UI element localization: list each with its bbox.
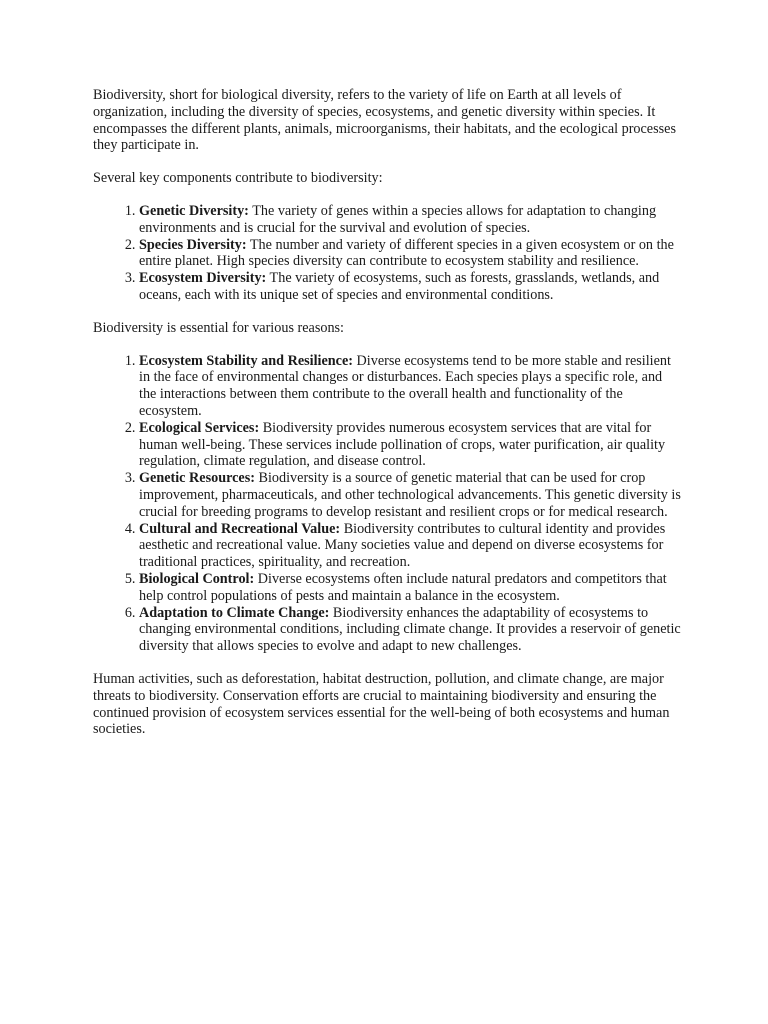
list-item (139, 237, 681, 271)
list-item (139, 203, 681, 237)
item-text: The variety of genes within a species allows for adaptation to changing environments and is crucial for the survival and evolution of species. (139, 202, 657, 236)
item-text: The number and variety of different species in a given ecosystem or on the entire planet. High species diversity can contribute to ecosystem stability and resilience. (139, 236, 674, 270)
item-term: Adaptation to Climate Change: (139, 604, 330, 621)
item-text: Biodiversity is a source of genetic material that can be used for crop improvement, pharmaceuticals, and other technological advancements. This genetic diversity is crucial for breeding programs to develop resistant and resilient crops or for medical research. (139, 470, 681, 520)
item-text: Diverse ecosystems tend to be more stable and resilient in the face of environmental changes or disturbances. Each species plays a specific role, and the interactions between them contribute to the overall health and functionality of the ecosystem. (139, 352, 671, 419)
item-text: Diverse ecosystems often include natural predators and competitors that help control populations of pests and maintain a balance in the ecosystem. (139, 570, 667, 604)
item-term: Genetic Resources: (139, 470, 255, 487)
item-term: Ecosystem Diversity: (139, 270, 267, 287)
item-text: Biodiversity enhances the adaptability of ecosystems to changing environmental conditions, including climate change. It provides a reservoir of genetic diversity that allows species to evolve and adapt to new challenges. (139, 604, 681, 655)
components-lead: Several key components contribute to biodiversity: (93, 170, 383, 187)
item-text: Biodiversity provides numerous ecosystem services that are vital for human well-being. These services include pollination of crops, water purification, air quality regulation, climate regulation, and disease control. (139, 419, 666, 470)
item-text: The variety of ecosystems, such as forests, grasslands, wetlands, and oceans, each with its unique set of species and environmental conditions. (139, 270, 660, 303)
components-list (93, 203, 681, 304)
list-item (139, 470, 681, 520)
list-item (139, 420, 681, 470)
item-term: Cultural and Recreational Value: (139, 520, 341, 537)
item-term: Ecological Services: (139, 419, 260, 436)
list-item (139, 605, 681, 655)
list-item (139, 571, 681, 605)
item-term: Genetic Diversity: (139, 202, 249, 219)
reasons-list (93, 353, 681, 655)
list-item (139, 270, 681, 304)
item-text: Biodiversity contributes to cultural identity and provides aesthetic and recreational value. Many societies value and depend on diverse ecosystems for traditional practices, spirituality, and recreation. (139, 520, 666, 571)
reasons-lead: Biodiversity is essential for various reasons: (93, 319, 344, 336)
document-page (93, 87, 681, 754)
item-term: Species Diversity: (139, 236, 247, 253)
conclusion-paragraph: Human activities, such as deforestation, habitat destruction, pollution, and climate change, are major threats to biodiversity. Conservation efforts are crucial to maintaining biodiversity and ensuring the continued provision of ecosystem services essential for the well-being of both ecosystems and human societies. (93, 670, 670, 738)
list-item (139, 521, 681, 571)
intro-paragraph: Biodiversity, short for biological diversity, refers to the variety of life on Earth at all levels of organization, including the diversity of species, ecosystems, and genetic diversity within species. It encompasses the different plants, animals, microorganisms, their habitats, and the ecological processes they participate in. (93, 87, 676, 154)
item-term: Biological Control: (139, 570, 255, 587)
list-item (139, 353, 681, 420)
item-term: Ecosystem Stability and Resilience: (139, 352, 353, 369)
